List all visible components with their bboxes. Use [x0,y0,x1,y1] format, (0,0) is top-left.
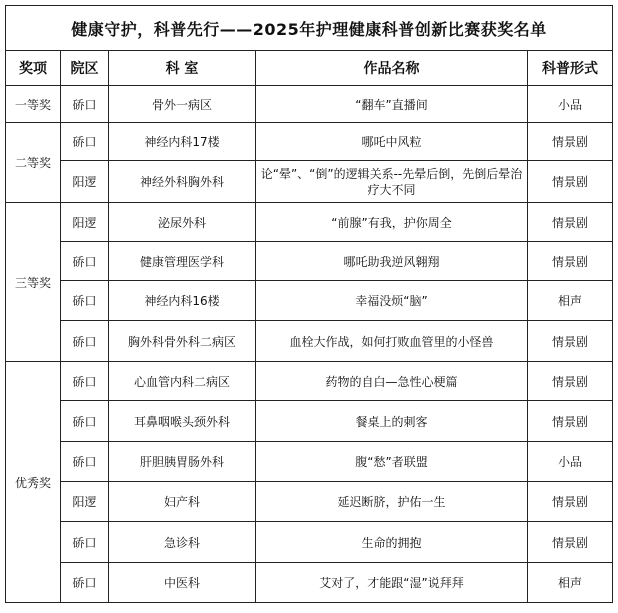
work-cell: “前腺”有我，护你周全 [256,203,528,242]
department-cell: 耳鼻咽喉头颈外科 [109,401,256,442]
campus-cell: 硚口 [61,401,109,442]
award-cell: 优秀奖 [6,362,61,603]
title-row [6,6,613,51]
format-cell: 情景剧 [528,522,613,563]
award-cell: 二等奖 [6,123,61,203]
format-cell: 相声 [528,281,613,321]
campus-cell: 硚口 [61,242,109,281]
campus-cell: 硚口 [61,442,109,482]
department-cell: 健康管理医学科 [109,242,256,281]
department-cell: 神经外科胸外科 [109,161,256,203]
work-cell: 餐桌上的刺客 [256,401,528,442]
award-table [5,5,613,603]
campus-cell: 阳逻 [61,203,109,242]
department-cell: 神经内科16楼 [109,281,256,321]
table-row [6,522,613,563]
award-list-sheet [5,5,612,608]
award-cell: 三等奖 [6,203,61,362]
work-cell: 血栓大作战，如何打败血管里的小怪兽 [256,321,528,362]
header-department: 科 室 [109,51,256,86]
campus-cell: 硚口 [61,281,109,321]
format-cell: 情景剧 [528,482,613,522]
campus-cell: 硚口 [61,522,109,563]
work-cell: 论“晕”、“倒”的逻辑关系--先晕后倒，先倒后晕治疗大不同 [256,161,528,203]
award-cell: 一等奖 [6,86,61,123]
campus-cell: 硚口 [61,123,109,161]
table-row [6,362,613,401]
header-award: 奖项 [6,51,61,86]
campus-cell: 硚口 [61,563,109,603]
campus-cell: 硚口 [61,362,109,401]
format-cell: 情景剧 [528,161,613,203]
format-cell: 情景剧 [528,123,613,161]
campus-cell: 硚口 [61,86,109,123]
table-row [6,482,613,522]
department-cell: 神经内科17楼 [109,123,256,161]
department-cell: 胸外科骨外科二病区 [109,321,256,362]
work-cell: 哪吒助我逆风翱翔 [256,242,528,281]
work-cell: 延迟断脐，护佑一生 [256,482,528,522]
header-work: 作品名称 [256,51,528,86]
header-row [6,51,613,86]
department-cell: 中医科 [109,563,256,603]
table-row [6,123,613,161]
format-cell: 情景剧 [528,203,613,242]
table-row [6,161,613,203]
work-cell: 哪吒中风粒 [256,123,528,161]
department-cell: 急诊科 [109,522,256,563]
format-cell: 小品 [528,442,613,482]
format-cell: 相声 [528,563,613,603]
format-cell: 情景剧 [528,242,613,281]
format-cell: 情景剧 [528,362,613,401]
department-cell: 妇产科 [109,482,256,522]
work-cell: “翻车”直播间 [256,86,528,123]
work-cell: 生命的拥抱 [256,522,528,563]
format-cell: 情景剧 [528,401,613,442]
table-row [6,442,613,482]
department-cell: 骨外一病区 [109,86,256,123]
header-campus: 院区 [61,51,109,86]
table-row [6,321,613,362]
department-cell: 心血管内科二病区 [109,362,256,401]
table-title: 健康守护，科普先行——2025年护理健康科普创新比赛获奖名单 [6,6,613,51]
work-cell: 腹“愁”者联盟 [256,442,528,482]
campus-cell: 阳逻 [61,161,109,203]
table-row [6,401,613,442]
table-row [6,203,613,242]
work-cell: 药物的自白—急性心梗篇 [256,362,528,401]
department-cell: 泌尿外科 [109,203,256,242]
format-cell: 情景剧 [528,321,613,362]
table-row [6,281,613,321]
table-row [6,86,613,123]
campus-cell: 阳逻 [61,482,109,522]
department-cell: 肝胆胰胃肠外科 [109,442,256,482]
table-row [6,563,613,603]
format-cell: 小品 [528,86,613,123]
header-format: 科普形式 [528,51,613,86]
work-cell: 幸福没烦“脑” [256,281,528,321]
work-cell: 艾对了，才能跟“湿”说拜拜 [256,563,528,603]
campus-cell: 硚口 [61,321,109,362]
table-row [6,242,613,281]
